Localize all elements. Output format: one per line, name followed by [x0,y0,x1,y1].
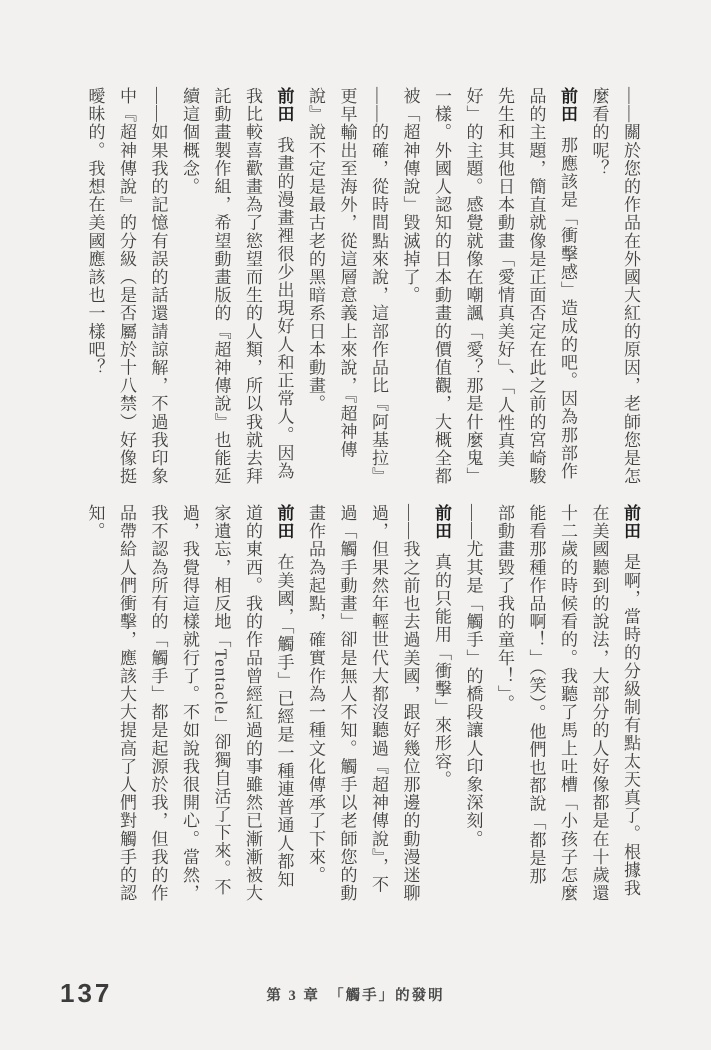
chapter-title: 第 3 章 「觸手」的發明 [266,988,445,1004]
interview-section-top [56,87,646,486]
interview-section-bottom [56,504,646,903]
interview-answer [174,87,300,486]
paragraph-text: 真的只能用「衝擊」來形容。 [432,553,451,789]
speaker-label: 前田 [558,87,577,124]
paragraph-text: ——關於您的作品在外國大紅的原因，老師您是怎麼看的呢？ [589,87,640,486]
speaker-label: 前田 [274,87,294,124]
interview-question [300,87,395,486]
interview-answer [394,87,583,486]
speaker-label: 前田 [432,504,451,541]
paragraph-text: 是啊，當時的分級制有點太天真了。根據我在美國聽到的說法，大部分的人好像都是在十歲還十二歲的時候看的。我聽了馬上吐槽「小孩子怎麼能看那種作品啊！」（笑）。他們也都說「都是那部動畫毀了我的童年！」。 [495,504,640,903]
interview-question [457,504,489,903]
page-number: 137 [60,978,113,1008]
interview-question [300,504,426,903]
paragraph-text: ——我之前也去過美國，跟好幾位那邊的動漫迷聊過，但果然年輕世代大都沒聽過『超神傳說』，不過「觸手動畫」卻是無人不知。觸手以老師您的動畫作品為起點，確實作為一種文化傳承了下來。 [306,504,420,903]
interview-answer [426,504,458,903]
paragraph-text: 那應該是「衝擊感」造成的吧。因為那部作品的主題，簡直就像是正面否定在此之前的宮崎駿先生和其他日本動畫「愛情真美好」、「人性真美好」的主題。感覺就像在嘲諷「愛？那是什麼鬼」一樣。外國人認知的日本動畫的價值觀，大概全都被「超神傳說」毀滅掉了。 [400,87,577,486]
paragraph-text: ——如果我的記憶有誤的話還請諒解，不過我印象中『超神傳說』的分級（是否屬於十八禁）好像挺曖昧的。我想在美國應該也一樣吧？ [85,87,168,486]
speaker-label: 前田 [621,504,640,541]
interview-answer [489,504,647,903]
interview-question [583,87,646,486]
paragraph-text: 我畫的漫畫裡很少出現好人和正常人。因為我比較喜歡畫為了慾望而生的人類，所以我就去拜託動畫製作組，希望動畫版的『超神傳說』也能延續這個概念。 [180,87,294,486]
interview-answer [79,504,300,903]
interview-question [79,87,174,486]
speaker-label: 前田 [274,504,294,541]
paragraph-text: ——的確，從時間點來說，這部作品比『阿基拉』更早輸出至海外，從這層意義上來說，『超神傳說』說不定是最古老的黑暗系日本動畫。 [306,87,388,486]
paragraph-text: 在美國，「觸手」已經是一種連普通人都知道的東西。我的作品曾經紅過的事雖然已漸漸被大家遺忘，相反地「Tentacle」卻獨自活了下來。不過，我覺得這樣就行了。不如說我很開心。當然，我不認為所有的「觸手」都是起源於我，但我的作品帶給人們衝擊，應該大大提高了人們對觸手的認知。 [85,504,294,903]
paragraph-text: ——尤其是「觸手」的橋段讓人印象深刻。 [463,504,483,848]
